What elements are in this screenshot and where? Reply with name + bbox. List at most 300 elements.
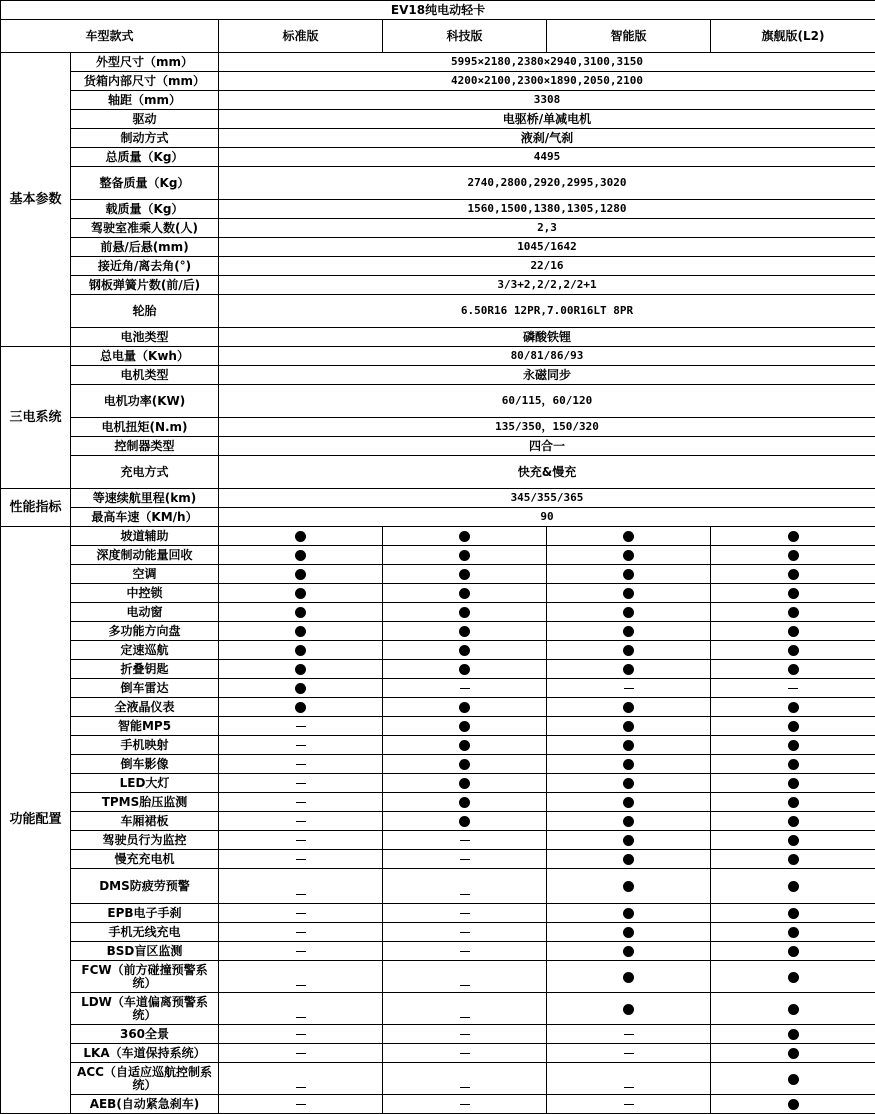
spec-value: 磷酸铁锂 [219,328,875,347]
feature-cell-1 [219,546,383,565]
not-available-dash-icon [296,1017,306,1018]
standard-dot-icon [623,972,634,983]
spec-label: 驾驶室准乘人数(人) [71,219,219,238]
feature-label: TPMS胎压监测 [71,793,219,812]
not-available-dash-icon [460,1034,470,1035]
spec-row [1,456,875,489]
standard-dot-icon [623,778,634,789]
feature-row [1,812,875,831]
standard-dot-icon [788,1004,799,1015]
spec-value: 5995×2180,2380×2940,3100,3150 [219,53,875,72]
feature-cell-4 [711,641,875,660]
spec-row [1,437,875,456]
standard-dot-icon [295,550,306,561]
feature-cell-2 [383,603,547,622]
feature-cell-2 [383,831,547,850]
feature-cell-4 [711,812,875,831]
spec-label: 最高车速（KM/h） [71,508,219,527]
feature-cell-1 [219,565,383,584]
feature-cell-2 [383,679,547,698]
feature-row [1,869,875,904]
not-available-dash-icon [296,783,306,784]
spec-row [1,418,875,437]
not-available-dash-icon [624,1087,634,1088]
spec-label: 钢板弹簧片数(前/后) [71,276,219,295]
feature-row [1,774,875,793]
feature-cell-4 [711,603,875,622]
feature-label: 折叠钥匙 [71,660,219,679]
not-available-dash-icon [460,1053,470,1054]
spec-value: 4200×2100,2300×1890,2050,2100 [219,72,875,91]
standard-dot-icon [788,645,799,656]
spec-row [1,91,875,110]
feature-row [1,527,875,546]
standard-dot-icon [788,778,799,789]
not-available-dash-icon [296,764,306,765]
standard-dot-icon [295,664,306,675]
feature-cell-1 [219,869,383,904]
feature-label: 电动窗 [71,603,219,622]
spec-value: 永磁同步 [219,366,875,385]
standard-dot-icon [623,1004,634,1015]
standard-dot-icon [459,664,470,675]
feature-cell-2 [383,622,547,641]
header-trim-3: 智能版 [547,20,711,53]
feature-cell-1 [219,584,383,603]
standard-dot-icon [623,759,634,770]
feature-row [1,698,875,717]
not-available-dash-icon [624,688,634,689]
feature-cell-2 [383,993,547,1025]
spec-row [1,238,875,257]
feature-row [1,850,875,869]
feature-cell-2 [383,1063,547,1095]
standard-dot-icon [788,721,799,732]
feature-cell-4 [711,565,875,584]
standard-dot-icon [459,816,470,827]
feature-cell-3 [547,622,711,641]
standard-dot-icon [623,854,634,865]
standard-dot-icon [788,531,799,542]
feature-cell-2 [383,812,547,831]
header-model-label: 车型款式 [1,20,219,53]
feature-cell-3 [547,993,711,1025]
feature-row [1,793,875,812]
standard-dot-icon [459,721,470,732]
not-available-dash-icon [296,1034,306,1035]
spec-label: 前悬/后悬(mm) [71,238,219,257]
spec-row [1,167,875,200]
not-available-dash-icon [460,932,470,933]
feature-cell-4 [711,1063,875,1095]
feature-cell-3 [547,942,711,961]
feature-cell-4 [711,755,875,774]
standard-dot-icon [459,645,470,656]
feature-cell-1 [219,793,383,812]
feature-cell-4 [711,831,875,850]
standard-dot-icon [788,740,799,751]
feature-cell-2 [383,565,547,584]
feature-cell-4 [711,774,875,793]
feature-cell-4 [711,923,875,942]
spec-label: 接近角/离去角(°) [71,257,219,276]
not-available-dash-icon [460,913,470,914]
standard-dot-icon [788,972,799,983]
standard-dot-icon [459,702,470,713]
spec-value: 四合一 [219,437,875,456]
feature-cell-2 [383,717,547,736]
standard-dot-icon [459,569,470,580]
spec-value: 4495 [219,148,875,167]
spec-label: 驱动 [71,110,219,129]
standard-dot-icon [788,626,799,637]
spec-label: 电机扭矩(N.m) [71,418,219,437]
feature-row [1,546,875,565]
spec-label: 整备质量（Kg） [71,167,219,200]
standard-dot-icon [623,946,634,957]
standard-dot-icon [788,946,799,957]
feature-cell-4 [711,869,875,904]
spec-label: 总质量（Kg） [71,148,219,167]
standard-dot-icon [295,588,306,599]
feature-label: 中控锁 [71,584,219,603]
feature-label: 驾驶员行为监控 [71,831,219,850]
feature-cell-2 [383,698,547,717]
feature-label: LKA（车道保持系统） [71,1044,219,1063]
spec-row [1,257,875,276]
standard-dot-icon [623,645,634,656]
feature-cell-3 [547,698,711,717]
standard-dot-icon [788,1048,799,1059]
feature-row [1,1044,875,1063]
feature-cell-4 [711,1044,875,1063]
feature-cell-4 [711,942,875,961]
feature-cell-3 [547,904,711,923]
spec-value: 22/16 [219,257,875,276]
feature-cell-1 [219,850,383,869]
not-available-dash-icon [624,1104,634,1105]
feature-cell-4 [711,993,875,1025]
standard-dot-icon [459,759,470,770]
feature-cell-3 [547,1044,711,1063]
not-available-dash-icon [460,985,470,986]
not-available-dash-icon [296,802,306,803]
not-available-dash-icon [460,840,470,841]
feature-cell-4 [711,660,875,679]
spec-label: 电机功率(KW) [71,385,219,418]
feature-label: BSD盲区监测 [71,942,219,961]
standard-dot-icon [623,550,634,561]
feature-label: 倒车雷达 [71,679,219,698]
feature-cell-2 [383,904,547,923]
standard-dot-icon [295,607,306,618]
feature-cell-2 [383,961,547,993]
feature-cell-4 [711,622,875,641]
standard-dot-icon [788,607,799,618]
feature-label: 空调 [71,565,219,584]
feature-cell-2 [383,736,547,755]
not-available-dash-icon [296,745,306,746]
feature-label: 车厢裙板 [71,812,219,831]
feature-cell-3 [547,831,711,850]
spec-value: 135/350，150/320 [219,418,875,437]
feature-cell-1 [219,1063,383,1095]
feature-cell-1 [219,1044,383,1063]
standard-dot-icon [459,797,470,808]
feature-label: ACC（自适应巡航控制系统） [71,1063,219,1095]
standard-dot-icon [788,816,799,827]
feature-row [1,1063,875,1095]
standard-dot-icon [623,531,634,542]
spec-value: 3/3+2,2/2,2/2+1 [219,276,875,295]
not-available-dash-icon [460,1017,470,1018]
header-trim-2: 科技版 [383,20,547,53]
feature-cell-4 [711,546,875,565]
not-available-dash-icon [624,1053,634,1054]
feature-cell-4 [711,1095,875,1114]
feature-label: FCW（前方碰撞预警系统） [71,961,219,993]
feature-cell-2 [383,850,547,869]
feature-cell-1 [219,942,383,961]
feature-cell-1 [219,904,383,923]
spec-value: 345/355/365 [219,489,875,508]
standard-dot-icon [623,626,634,637]
feature-cell-2 [383,793,547,812]
feature-cell-1 [219,1095,383,1114]
not-available-dash-icon [460,951,470,952]
spec-value: 快充&慢充 [219,456,875,489]
spec-value: 2,3 [219,219,875,238]
not-available-dash-icon [296,821,306,822]
standard-dot-icon [295,569,306,580]
feature-cell-4 [711,736,875,755]
not-available-dash-icon [296,1087,306,1088]
feature-row [1,641,875,660]
feature-label: 手机无线充电 [71,923,219,942]
feature-label: DMS防疲劳预警 [71,869,219,904]
feature-cell-4 [711,717,875,736]
spec-label: 控制器类型 [71,437,219,456]
feature-cell-1 [219,961,383,993]
feature-cell-4 [711,961,875,993]
standard-dot-icon [623,908,634,919]
feature-label: 定速巡航 [71,641,219,660]
feature-cell-1 [219,641,383,660]
standard-dot-icon [788,1099,799,1110]
feature-cell-2 [383,1044,547,1063]
feature-cell-2 [383,923,547,942]
spec-row [1,508,875,527]
spec-row [1,385,875,418]
standard-dot-icon [788,797,799,808]
spec-row [1,129,875,148]
standard-dot-icon [623,881,634,892]
feature-cell-3 [547,527,711,546]
standard-dot-icon [459,531,470,542]
standard-dot-icon [788,1029,799,1040]
standard-dot-icon [459,550,470,561]
feature-label: 坡道辅助 [71,527,219,546]
feature-cell-2 [383,660,547,679]
feature-cell-4 [711,904,875,923]
feature-cell-3 [547,717,711,736]
spec-row [1,72,875,91]
standard-dot-icon [788,759,799,770]
feature-cell-1 [219,755,383,774]
feature-cell-3 [547,679,711,698]
group-label: 功能配置 [1,527,71,1114]
feature-cell-3 [547,736,711,755]
feature-row [1,736,875,755]
standard-dot-icon [623,816,634,827]
spec-label: 外型尺寸（mm） [71,53,219,72]
feature-cell-4 [711,527,875,546]
standard-dot-icon [623,588,634,599]
spec-value: 90 [219,508,875,527]
feature-label: 倒车影像 [71,755,219,774]
feature-cell-1 [219,831,383,850]
feature-cell-3 [547,603,711,622]
feature-cell-3 [547,584,711,603]
spec-row [1,110,875,129]
not-available-dash-icon [296,1053,306,1054]
standard-dot-icon [788,908,799,919]
not-available-dash-icon [296,726,306,727]
standard-dot-icon [623,702,634,713]
feature-cell-1 [219,679,383,698]
feature-cell-1 [219,603,383,622]
feature-row [1,679,875,698]
spec-value: 1045/1642 [219,238,875,257]
feature-cell-3 [547,546,711,565]
feature-cell-1 [219,660,383,679]
feature-cell-4 [711,698,875,717]
not-available-dash-icon [624,1034,634,1035]
feature-row [1,923,875,942]
feature-cell-2 [383,942,547,961]
spec-row [1,148,875,167]
standard-dot-icon [623,835,634,846]
not-available-dash-icon [460,688,470,689]
standard-dot-icon [788,835,799,846]
feature-label: 手机映射 [71,736,219,755]
feature-cell-2 [383,869,547,904]
feature-cell-2 [383,641,547,660]
feature-cell-3 [547,565,711,584]
not-available-dash-icon [296,859,306,860]
feature-cell-1 [219,698,383,717]
spec-value: 80/81/86/93 [219,347,875,366]
spec-row [1,328,875,347]
feature-row [1,622,875,641]
standard-dot-icon [788,1074,799,1085]
feature-cell-4 [711,1025,875,1044]
spec-label: 充电方式 [71,456,219,489]
feature-row [1,717,875,736]
standard-dot-icon [459,588,470,599]
standard-dot-icon [623,740,634,751]
spec-label: 电池类型 [71,328,219,347]
standard-dot-icon [623,607,634,618]
spec-label: 总电量（Kwh） [71,347,219,366]
feature-cell-3 [547,1063,711,1095]
title-row [1,1,875,20]
feature-label: LED大灯 [71,774,219,793]
feature-row [1,584,875,603]
spec-label: 等速续航里程(km) [71,489,219,508]
not-available-dash-icon [296,951,306,952]
feature-cell-4 [711,679,875,698]
spec-value: 60/115，60/120 [219,385,875,418]
feature-cell-1 [219,622,383,641]
standard-dot-icon [788,664,799,675]
not-available-dash-icon [296,894,306,895]
standard-dot-icon [788,881,799,892]
feature-cell-3 [547,850,711,869]
feature-cell-4 [711,850,875,869]
standard-dot-icon [459,778,470,789]
not-available-dash-icon [296,1104,306,1105]
spec-label: 轴距（mm） [71,91,219,110]
standard-dot-icon [295,702,306,713]
not-available-dash-icon [460,1087,470,1088]
standard-dot-icon [788,702,799,713]
feature-cell-1 [219,923,383,942]
standard-dot-icon [295,626,306,637]
spec-label: 轮胎 [71,295,219,328]
spec-value: 液刹/气刹 [219,129,875,148]
not-available-dash-icon [460,894,470,895]
feature-row [1,831,875,850]
feature-cell-2 [383,1025,547,1044]
feature-cell-3 [547,755,711,774]
feature-label: 慢充充电机 [71,850,219,869]
standard-dot-icon [788,569,799,580]
feature-row [1,565,875,584]
spec-row [1,366,875,385]
spec-label: 电机类型 [71,366,219,385]
feature-label: EPB电子手刹 [71,904,219,923]
feature-label: 智能MP5 [71,717,219,736]
feature-row [1,993,875,1025]
feature-label: 360全景 [71,1025,219,1044]
feature-cell-1 [219,774,383,793]
standard-dot-icon [295,645,306,656]
feature-cell-3 [547,793,711,812]
feature-row [1,961,875,993]
feature-row [1,603,875,622]
spec-value: 3308 [219,91,875,110]
standard-dot-icon [623,664,634,675]
spec-label: 载质量（Kg） [71,200,219,219]
header-trim-1: 标准版 [219,20,383,53]
feature-label: 多功能方向盘 [71,622,219,641]
standard-dot-icon [788,550,799,561]
feature-cell-1 [219,1025,383,1044]
group-label: 三电系统 [1,347,71,489]
feature-cell-2 [383,546,547,565]
feature-cell-3 [547,961,711,993]
feature-cell-1 [219,527,383,546]
standard-dot-icon [623,569,634,580]
feature-row [1,660,875,679]
feature-cell-2 [383,527,547,546]
feature-cell-3 [547,641,711,660]
header-row [1,20,875,53]
standard-dot-icon [459,626,470,637]
feature-cell-1 [219,993,383,1025]
group-label: 基本参数 [1,53,71,347]
